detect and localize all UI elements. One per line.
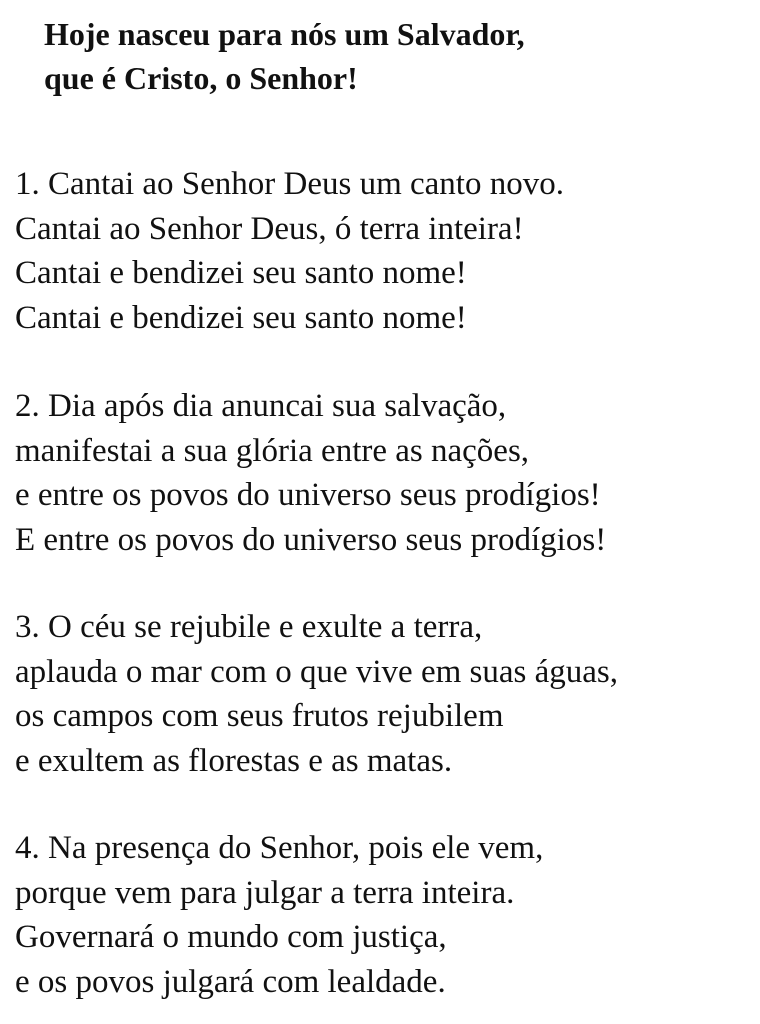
stanza-line: Governará o mundo com justiça, [15, 919, 447, 955]
stanza-line: Cantai e bendizei seu santo nome! [15, 299, 467, 336]
stanza-line: porque vem para julgar a terra inteira. [15, 874, 515, 911]
stanza-line: 2. Dia após dia anuncai sua salvação, [15, 388, 507, 424]
stanza-line: os campos com seus frutos rejubilem [15, 698, 504, 734]
refrain-line: que é Cristo, o Senhor! [44, 60, 358, 96]
stanza-line: e exultem as florestas e as matas. [15, 742, 453, 779]
stanza-line: aplauda o mar com o que vive em suas águas, [15, 653, 618, 690]
stanza-line: 4. Na presença do Senhor, pois ele vem, [15, 830, 544, 866]
stanza-3 [15, 605, 618, 783]
stanza-4 [15, 826, 543, 1004]
stanza-line: 3. O céu se rejubile e exulte a terra, [15, 609, 483, 645]
stanza-line: Cantai e bendizei seu santo nome! [15, 255, 467, 291]
refrain [44, 12, 525, 100]
stanza-line: manifestai a sua glória entre as nações, [15, 432, 530, 469]
stanza-line: e entre os povos do universo seus prodígios! [15, 477, 601, 513]
stanza-line: E entre os povos do universo seus prodígios! [15, 521, 607, 558]
stanza-2 [15, 384, 606, 562]
stanza-line: e os povos julgará com lealdade. [15, 963, 446, 1000]
stanza-line: Cantai ao Senhor Deus, ó terra inteira! [15, 210, 524, 247]
stanza-1 [15, 162, 564, 340]
refrain-line: Hoje nasceu para nós um Salvador, [44, 16, 525, 52]
stanza-line: 1. Cantai ao Senhor Deus um canto novo. [15, 166, 564, 202]
